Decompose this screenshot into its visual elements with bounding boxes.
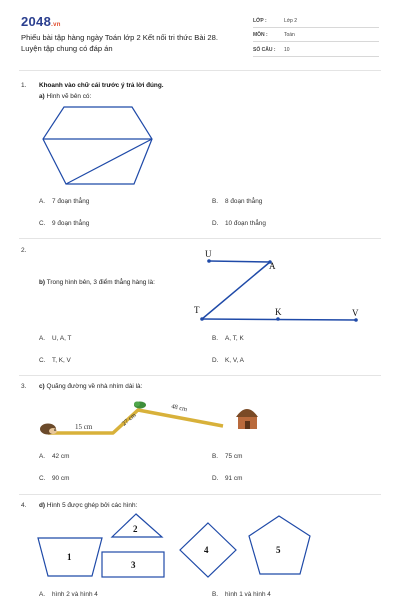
shape-label-1: 1 [67,552,72,562]
meta-label-subject: MÔN : [253,32,268,38]
meta-value-class: Lớp 2 [284,18,298,24]
section-divider [19,70,381,71]
answer-option-b[interactable]: B. 8 đoạn thẳng [212,198,263,205]
shape-label-4: 4 [204,545,209,555]
sub-label: c) [39,383,45,390]
point-t [200,317,204,321]
section-divider [19,238,381,239]
pentagon-outline [43,107,152,184]
question-heading: Khoanh vào chữ cái trước ý trả lời đúng. [39,82,164,89]
sub-text: Hình vẽ bên có: [46,93,92,100]
segment-label-2: 27 cm [120,411,138,428]
bush-icon [134,402,146,409]
shapes-figure [30,512,375,584]
house-icon [236,409,258,429]
segment-label-3: 48 cm [170,403,188,414]
section-divider [19,494,381,495]
answer-option-a[interactable]: A. U, A, T [39,335,72,342]
question-number: 2. [21,247,27,254]
question-prompt [39,383,142,390]
site-logo[interactable] [21,14,61,29]
section-divider [19,375,381,376]
answer-option-a[interactable]: A. hình 2 và hình 4 [39,591,98,598]
segment-label-1: 15 cm [75,423,93,431]
answer-option-d[interactable]: D. 91 cm [212,475,243,482]
logo-suffix: .vn [51,22,61,28]
hedgehog-icon [40,424,57,435]
shape-label-2: 2 [133,524,138,534]
answer-option-c[interactable]: C. 9 đoạn thẳng [39,220,90,227]
sub-text: Quãng đường về nhà nhím dài là: [46,383,143,390]
label-u: U [205,249,212,259]
answer-option-b[interactable]: B. A, T, K [212,335,244,342]
pentagon-diagonal-slanted [66,139,152,184]
shape-label-5: 5 [276,545,281,555]
question-prompt [39,502,137,509]
sub-text: Hình 5 được ghép bởi các hình: [46,502,138,509]
label-v: V [352,308,359,318]
point-u [207,259,211,263]
sub-text: Trong hình bên, 3 điểm thẳng hàng là: [46,279,155,286]
question-prompt [39,279,155,286]
meta-divider [253,41,379,42]
logo-main: 2048 [21,14,52,29]
meta-label-count: SỐ CÂU : [253,47,276,53]
meta-label-class: LỚP : [253,18,267,24]
sub-label: b) [39,279,46,286]
meta-divider [253,27,379,28]
path-figure [38,393,268,443]
answer-option-b[interactable]: B. 75 cm [212,453,243,460]
answer-option-b[interactable]: B. hình 1 và hình 4 [212,591,271,598]
label-k: K [275,307,282,317]
sub-label: d) [39,502,46,509]
label-t: T [194,305,200,315]
answer-option-a[interactable]: A. 42 cm [39,453,70,460]
question-number: 4. [21,502,27,509]
answer-option-c[interactable]: C. T, K, V [39,357,71,364]
point-k [276,317,280,321]
meta-divider [253,56,379,57]
sub-label: a) [39,93,45,100]
segment-at [202,262,270,319]
question-number: 3. [21,383,27,390]
pentagon-figure [40,104,155,189]
meta-value-count: 10 [284,47,290,53]
question-prompt [39,93,91,100]
answer-option-a[interactable]: A. 7 đoạn thẳng [39,198,90,205]
segment-ua [209,261,270,262]
label-a: A [269,261,276,271]
points-figure [190,245,375,330]
point-v [354,318,358,322]
answer-option-d[interactable]: D. K, V, A [212,357,244,364]
meta-value-subject: Toán [284,32,295,38]
question-number: 1. [21,82,27,89]
worksheet-title: Phiếu bài tập hàng ngày Toán lớp 2 Kết nối tri thức Bài 28. Luyện tập chung có đáp án [21,33,218,53]
answer-option-c[interactable]: C. 90 cm [39,475,70,482]
shape-label-3: 3 [131,560,136,570]
answer-option-d[interactable]: D. 10 đoạn thẳng [212,220,266,227]
